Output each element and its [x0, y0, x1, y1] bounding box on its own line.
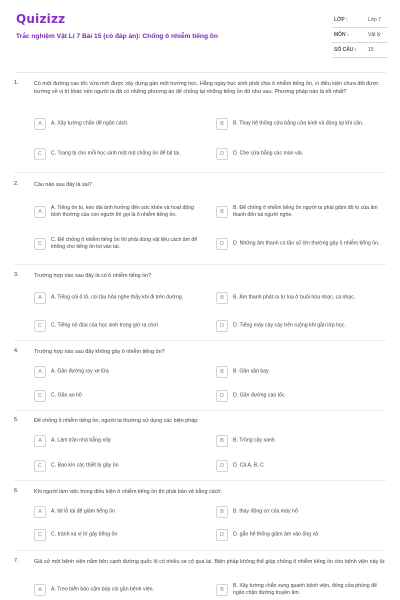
option-text: D. Tiếng máy cày cày trên ruộng khi gần lớp học. [233, 322, 346, 329]
option-a[interactable] [34, 362, 212, 382]
option-letter-box: C [34, 529, 46, 541]
option-d[interactable] [216, 456, 388, 476]
option-text: B. Âm thanh phát ra từ loa ở buổi hòa nhạc, ca nhạc. [233, 294, 356, 301]
question-text: Có một đường cao tốc vừa mới được xây dựng gần một trường học. Hằng ngày học sinh phải chịu ô nhiễm tiếng ồn, vì điều kiện chưa đổi được trường về vị trí khác nên người ta đã có những phương án để chống lại những tiếng ồn đó như sau. Phương pháp nào là tốt nhất? [34, 81, 379, 95]
option-letter-box: C [34, 390, 46, 402]
option-b[interactable] [216, 114, 388, 134]
option-c[interactable] [34, 525, 212, 545]
option-text: D. Những âm thanh có tần số lớn thường gây ô nhiễm tiếng ồn. [233, 240, 380, 247]
option-letter-box: D [216, 148, 228, 160]
option-letter-box: C [34, 148, 46, 160]
option-text: D. Cả A, B, C [233, 462, 264, 469]
option-letter-box: C [34, 460, 46, 472]
option-letter-box: B [216, 292, 228, 304]
option-letter-box: B [216, 206, 228, 218]
question-text: Câu nào sau đây là sai? [34, 182, 92, 188]
option-letter-box: A [34, 584, 46, 596]
option-a[interactable] [34, 580, 212, 600]
question-divider [14, 264, 386, 265]
option-letter-box: B [216, 584, 228, 596]
option-text: B. thay động cơ của máy nổ [233, 508, 298, 515]
question-divider [14, 550, 386, 551]
option-d[interactable] [216, 316, 388, 336]
question-divider [14, 172, 386, 173]
quizizz-logo: Quizizz [16, 12, 66, 26]
option-letter-box: B [216, 506, 228, 518]
option-letter-box: D [216, 390, 228, 402]
option-text: C. Để chống ô nhiễm tiếng ồn thì phải dùng vật liệu cách âm để không cho tiếng ồn lọt vào tai. [51, 237, 198, 250]
option-text: A. Làm trần nhà bằng xốp [51, 437, 111, 444]
option-a[interactable] [34, 431, 212, 451]
question-number: 7. [14, 558, 19, 564]
option-letter-box: C [34, 320, 46, 332]
option-text: B. Xây tường chắn xung quanh bệnh viện, đóng cửa phòng để ngăn chặn đường truyền âm. [233, 583, 377, 596]
question-text: Để chống ô nhiễm tiếng ồn, người ta thường sử dụng các biện pháp: [34, 418, 199, 424]
option-text: A. Xây tường chắn để ngăn cách. [51, 120, 129, 127]
option-letter-box: D [216, 460, 228, 472]
option-text: B. Gần sân bay [233, 368, 269, 375]
option-text: B. Để chống ô nhiễm tiếng ồn người ta phải giảm độ to của âm thanh đến tai người nghe. [233, 205, 378, 218]
option-letter-box: D [216, 320, 228, 332]
option-a[interactable] [34, 502, 212, 522]
option-text: C. Gần ao hồ [51, 392, 82, 399]
option-text: B. Thay hệ thống cửa bằng cửa kính và đóng lại khi cần. [233, 120, 364, 127]
option-text: B. Trồng cây xanh [233, 437, 275, 444]
option-d[interactable] [216, 234, 388, 254]
question-divider [14, 340, 386, 341]
option-text: A. Gần đường ray xe lửa [51, 368, 109, 375]
question-text: Trường hợp nào sau đây là có ô nhiễm tiếng ồn? [34, 273, 152, 279]
option-b[interactable] [216, 502, 388, 522]
option-a[interactable] [34, 114, 212, 134]
option-c[interactable] [34, 144, 212, 164]
question-number: 6. [14, 488, 19, 494]
option-text: D. gắn hệ thống giảm âm vào ống xả [233, 531, 319, 538]
option-letter-box: B [216, 435, 228, 447]
option-text: C. Trang bị cho mỗi học sinh một mũ chống ồn để bịt tai. [51, 150, 181, 157]
question-number: 2. [14, 181, 19, 187]
option-letter-box: D [216, 529, 228, 541]
meta-value: 15 [368, 47, 374, 53]
option-d[interactable] [216, 386, 388, 406]
option-letter-box: A [34, 366, 46, 378]
option-text: A. Treo biển báo cấm bóp còi gần bệnh viện. [51, 586, 154, 593]
option-text: D. Che cửa bằng các màn vải. [233, 150, 304, 157]
meta-label: SỐ CÂU : [334, 47, 357, 53]
option-c[interactable] [34, 456, 212, 476]
meta-box [332, 13, 388, 58]
meta-row-count [332, 43, 388, 58]
meta-value: Lớp 7 [368, 17, 382, 23]
meta-value: Vật lý [368, 32, 381, 38]
option-a[interactable] [34, 288, 212, 308]
header-divider [16, 72, 386, 73]
option-text: C. Tiếng nô đùa của học sinh trong giờ ra chơi. [51, 322, 160, 329]
option-c[interactable] [34, 386, 212, 406]
question-number: 1. [14, 80, 19, 86]
option-b[interactable] [216, 288, 388, 308]
meta-label: MÔN : [334, 32, 349, 38]
question-text: Khi người làm việc trong điều kiện ô nhiễm tiếng ồn thì phải bảo vệ bằng cách: [34, 489, 222, 495]
question-number: 5. [14, 417, 19, 423]
question-divider [14, 480, 386, 481]
document-header [0, 0, 400, 72]
option-letter-box: A [34, 435, 46, 447]
option-text: A. Tiếng ồn to, kéo dài ảnh hưởng đến sức khỏe và hoạt động bình thường của con người thì gọi là ô nhiễm tiếng ồn. [51, 205, 195, 218]
option-text: A. Tiếng còi ô tô, còi tàu hỏa nghe thấy khi đi trên đường. [51, 294, 184, 301]
option-a[interactable] [34, 198, 212, 226]
option-c[interactable] [34, 316, 212, 336]
option-letter-box: B [216, 118, 228, 130]
option-text: A. bịt lỗ tai để giảm tiếng ồn [51, 508, 116, 515]
option-letter-box: A [34, 292, 46, 304]
option-text: D. Gần đường cao tốc [233, 392, 285, 399]
option-letter-box: A [34, 506, 46, 518]
option-b[interactable] [216, 431, 388, 451]
option-b[interactable] [216, 198, 388, 226]
option-text: C. tránh xa vị trí gây tiếng ồn [51, 531, 118, 538]
option-c[interactable] [34, 234, 212, 254]
meta-row-class [332, 13, 388, 28]
option-letter-box: C [34, 238, 46, 250]
option-letter-box: A [34, 206, 46, 218]
question-text: Trường hợp nào sau đây không gây ô nhiễm tiếng ồn? [34, 349, 165, 355]
meta-label: LỚP : [334, 17, 348, 23]
option-d[interactable] [216, 144, 388, 164]
option-letter-box: A [34, 118, 46, 130]
option-letter-box: D [216, 238, 228, 250]
question-divider [14, 410, 386, 411]
option-b[interactable] [216, 362, 388, 382]
question-text: Giả sử một bệnh viện nằm bên cạnh đường quốc lộ có nhiều xe cộ qua lại. Biện pháp không thể giúp chống ô nhiễm tiếng ồn cho bệnh viện này là: [34, 559, 386, 565]
option-b[interactable] [216, 580, 388, 600]
question-number: 4. [14, 348, 19, 354]
option-letter-box: B [216, 366, 228, 378]
option-d[interactable] [216, 525, 388, 545]
meta-row-subject [332, 28, 388, 43]
option-text: C. Bao kín các thiết bị gây ồn [51, 462, 119, 469]
question-number: 3. [14, 272, 19, 278]
document-title: Trắc nghiệm Vật Lí 7 Bài 15 (có đáp án): Chống ô nhiễm tiếng ồn [16, 33, 218, 40]
